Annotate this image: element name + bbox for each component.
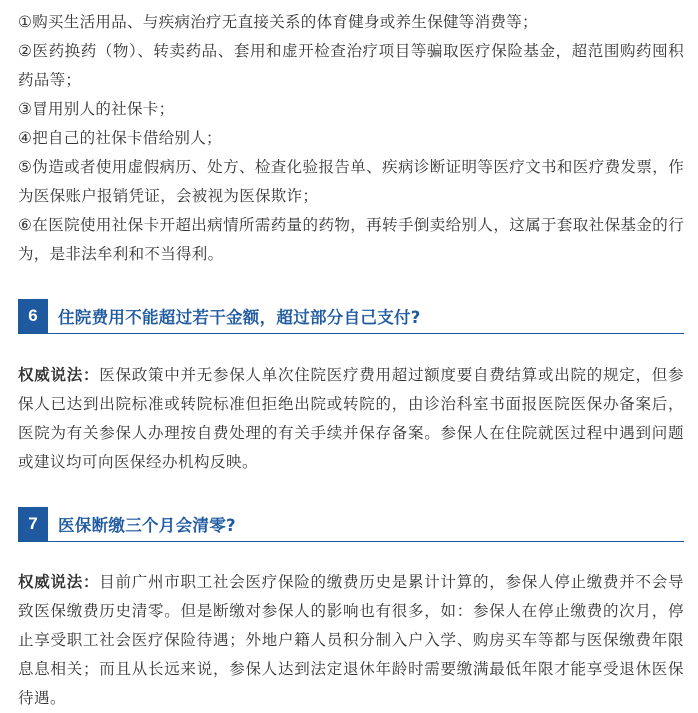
section-paragraph-7 <box>18 568 684 713</box>
list-item: ③冒用别人的社保卡； <box>18 100 175 118</box>
section-paragraph-6 <box>18 361 684 477</box>
section-header-7 <box>18 507 684 542</box>
section-number-badge: 6 <box>18 299 48 333</box>
section-title: 医保断缴三个月会清零? <box>58 516 236 535</box>
list-item: ⑤伪造或者使用虚假病历、处方、检查化验报告单、疾病诊断证明等医疗文书和医疗费发票，作为医保账户报销凭证，会被视为医保欺诈； <box>18 158 684 205</box>
violation-list <box>18 0 684 269</box>
list-item: ⑥在医院使用社保卡开超出病情所需药量的药物，再转手倒卖给别人，这属于套取社保基金的行为，是非法牟利和不当得利。 <box>18 216 684 263</box>
section-header-6 <box>18 299 684 334</box>
authority-statement-label: 权威说法： <box>18 573 100 591</box>
authority-statement-label: 权威说法： <box>18 366 100 384</box>
paragraph-body: 医保政策中并无参保人单次住院医疗费用超过额度要自费结算或出院的规定，但参保人已达到出院标准或转院标准但拒绝出院或转院的，由诊治科室书面报医院医保办备案后，医院为有关参保人办理按自费处理的有关手续并保存备案。参保人在住院就医过程中遇到问题或建议均可向医保经办机构反映。 <box>18 366 684 471</box>
section-number-badge: 7 <box>18 507 48 541</box>
list-item: ①购买生活用品、与疾病治疗无直接关系的体育健身或养生保健等消费等； <box>18 13 538 31</box>
paragraph-body: 目前广州市职工社会医疗保险的缴费历史是累计计算的，参保人停止缴费并不会导致医保缴费历史清零。但是断缴对参保人的影响也有很多，如：参保人在停止缴费的次月，停止享受职工社会医疗保险待遇；外地户籍人员积分制入户入学、购房买车等都与医保缴费年限息息相关；而且从长远来说，参保人达到法定退休年龄时需要缴满最低年限才能享受退休医保待遇。 <box>18 573 684 707</box>
list-item: ④把自己的社保卡借给别人； <box>18 129 222 147</box>
section-title: 住院费用不能超过若干金额，超过部分自己支付? <box>58 308 421 327</box>
article-content <box>18 0 684 713</box>
list-item: ②医药换药（物）、转卖药品、套用和虚开检查治疗项目等骗取医疗保险基金，超范围购药囤积药品等； <box>18 42 684 89</box>
